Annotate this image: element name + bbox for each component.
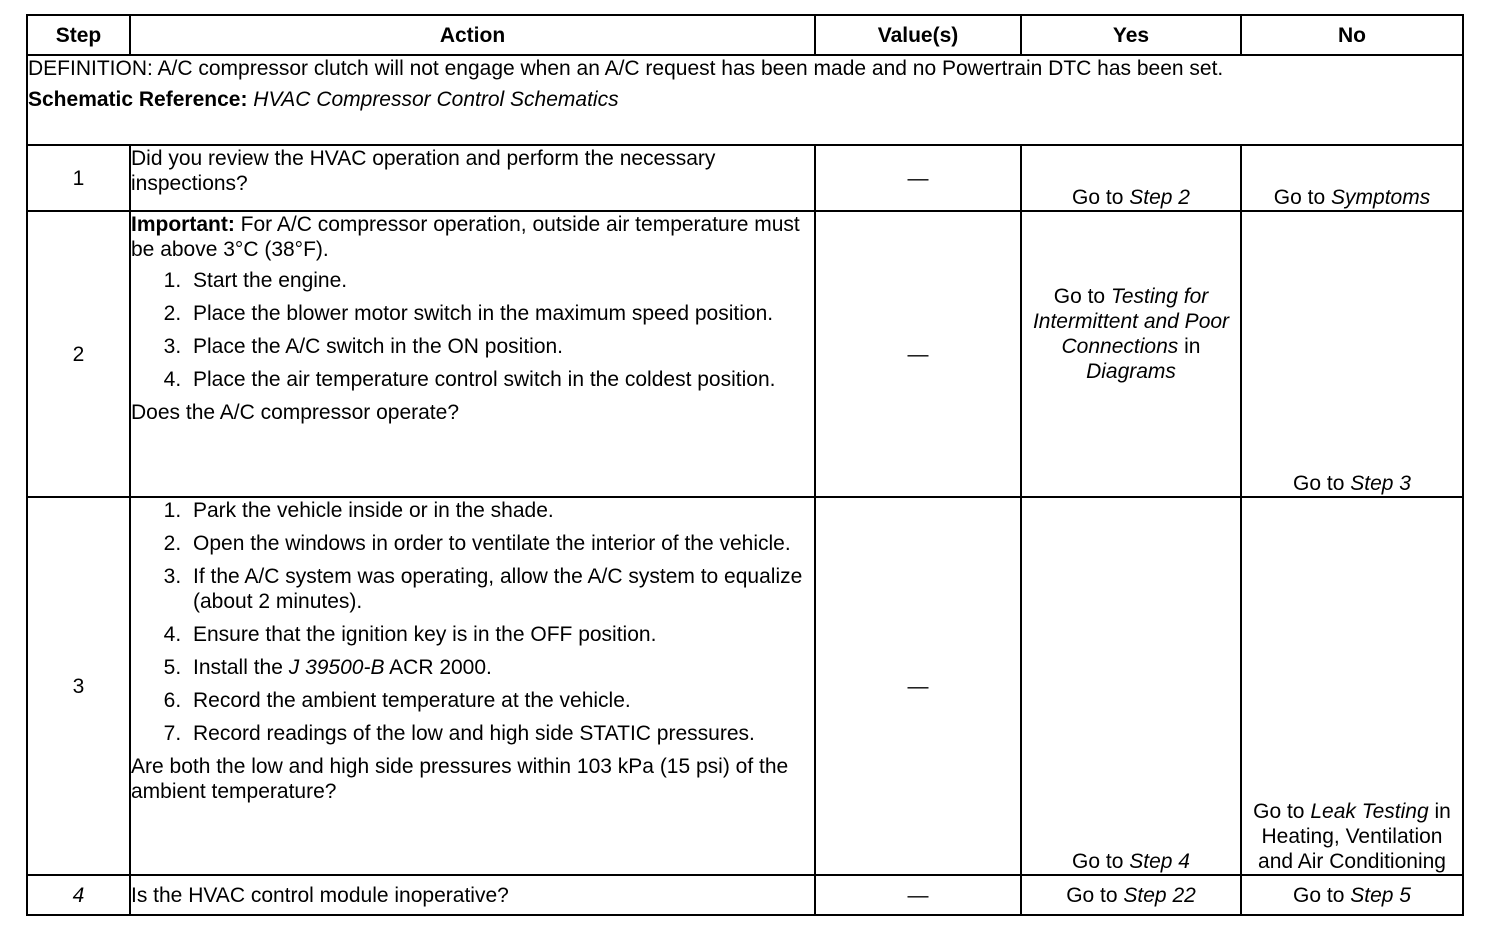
no-cell bbox=[1241, 875, 1463, 915]
list-item: 2. Place the blower motor switch in the maximum speed position. bbox=[187, 301, 814, 326]
item-suffix: ACR 2000. bbox=[389, 656, 492, 679]
no-prefix: Go to bbox=[1293, 472, 1345, 495]
value-dash: — bbox=[907, 883, 929, 907]
list-item: 1. Start the engine. bbox=[187, 268, 814, 293]
yes-prefix: Go to bbox=[1072, 186, 1124, 209]
no-cell bbox=[1241, 145, 1463, 211]
definition-row bbox=[27, 55, 1463, 145]
no-prefix: Go to bbox=[1253, 800, 1305, 823]
schematic-reference bbox=[28, 87, 1462, 112]
yes-link[interactable]: Step 2 bbox=[1129, 186, 1190, 209]
value-dash: — bbox=[907, 166, 929, 190]
list-item: 2. Open the windows in order to ventilate the interior of the vehicle. bbox=[187, 531, 814, 556]
table-row bbox=[27, 211, 1463, 497]
header-row bbox=[27, 15, 1463, 55]
no-cell bbox=[1241, 211, 1463, 497]
value-cell bbox=[815, 145, 1021, 211]
list-item: 4. Place the air temperature control switch in the coldest position. bbox=[187, 367, 814, 392]
question-text: Does the A/C compressor operate? bbox=[131, 401, 460, 424]
yes-link[interactable]: Step 4 bbox=[1129, 850, 1190, 873]
list-item: 1. Park the vehicle inside or in the shade. bbox=[187, 498, 814, 523]
yes-cell bbox=[1021, 145, 1241, 211]
no-prefix: Go to bbox=[1273, 186, 1326, 209]
no-link[interactable]: Step 3 bbox=[1350, 472, 1411, 495]
yes-link[interactable]: Testing for Intermittent and Poor Connections bbox=[1032, 285, 1230, 358]
step-number: 4 bbox=[27, 875, 130, 915]
list-item: 3. Place the A/C switch in the ON position. bbox=[187, 334, 814, 359]
value-cell bbox=[815, 497, 1021, 875]
action-cell bbox=[130, 145, 815, 211]
question-text: Did you review the HVAC operation and perform the necessary inspections? bbox=[131, 147, 716, 195]
table-row bbox=[27, 145, 1463, 211]
list-item: 6. Record the ambient temperature at the vehicle. bbox=[187, 688, 814, 713]
list-item bbox=[187, 655, 814, 680]
yes-cell bbox=[1021, 211, 1241, 497]
instruction-list bbox=[131, 498, 814, 746]
value-dash: — bbox=[907, 342, 929, 366]
no-mid: in bbox=[1434, 800, 1451, 823]
list-item: 4. Ensure that the ignition key is in the OFF position. bbox=[187, 622, 814, 647]
list-item: 7. Record readings of the low and high side STATIC pressures. bbox=[187, 721, 814, 746]
definition-cell bbox=[27, 55, 1463, 145]
yes-cell bbox=[1021, 875, 1241, 915]
action-cell bbox=[130, 875, 815, 915]
yes-link[interactable]: Step 22 bbox=[1123, 883, 1196, 907]
col-header-action: Action bbox=[130, 15, 815, 55]
schematic-label: Schematic Reference: bbox=[28, 88, 248, 111]
value-dash: — bbox=[907, 674, 929, 698]
step-number: 2 bbox=[27, 211, 130, 497]
important-note bbox=[131, 212, 814, 262]
col-header-values: Value(s) bbox=[815, 15, 1021, 55]
col-header-no: No bbox=[1241, 15, 1463, 55]
action-cell bbox=[130, 211, 815, 497]
tool-number: J 39500-B bbox=[288, 656, 385, 679]
yes-prefix: Go to bbox=[1053, 285, 1106, 308]
no-link[interactable]: Leak Testing bbox=[1310, 800, 1429, 823]
instruction-list bbox=[131, 268, 814, 392]
definition-text: DEFINITION: A/C compressor clutch will not engage when an A/C request has been made and no Powertrain DTC has been set. bbox=[28, 57, 1224, 80]
no-link[interactable]: Step 5 bbox=[1350, 883, 1411, 907]
step-number: 3 bbox=[27, 497, 130, 875]
yes-link-diagrams[interactable]: Diagrams bbox=[1086, 360, 1176, 383]
question-text: Are both the low and high side pressures within 103 kPa (15 psi) of the ambient temperature? bbox=[131, 755, 789, 803]
action-cell bbox=[130, 497, 815, 875]
col-header-step: Step bbox=[27, 15, 130, 55]
table-row bbox=[27, 497, 1463, 875]
important-label: Important: bbox=[131, 213, 235, 236]
list-item: 3. If the A/C system was operating, allow the A/C system to equalize (about 2 minutes). bbox=[187, 564, 814, 614]
schematic-link[interactable]: HVAC Compressor Control Schematics bbox=[253, 88, 619, 111]
no-link[interactable]: Symptoms bbox=[1331, 186, 1431, 209]
no-cell bbox=[1241, 497, 1463, 875]
value-cell bbox=[815, 211, 1021, 497]
item-prefix: Install the bbox=[193, 656, 283, 679]
diagnostic-table bbox=[26, 14, 1464, 916]
value-cell bbox=[815, 875, 1021, 915]
important-text: For A/C compressor operation, outside air temperature must be above 3°C (38°F). bbox=[131, 213, 800, 261]
yes-prefix: Go to bbox=[1072, 850, 1124, 873]
no-suffix: Heating, Ventilation and Air Conditioning bbox=[1258, 825, 1446, 873]
yes-mid: in bbox=[1184, 335, 1201, 358]
question-text: Is the HVAC control module inoperative? bbox=[131, 883, 509, 907]
yes-cell bbox=[1021, 497, 1241, 875]
yes-prefix: Go to bbox=[1066, 883, 1118, 907]
table-row bbox=[27, 875, 1463, 915]
no-prefix: Go to bbox=[1293, 883, 1345, 907]
step-number: 1 bbox=[27, 145, 130, 211]
col-header-yes: Yes bbox=[1021, 15, 1241, 55]
